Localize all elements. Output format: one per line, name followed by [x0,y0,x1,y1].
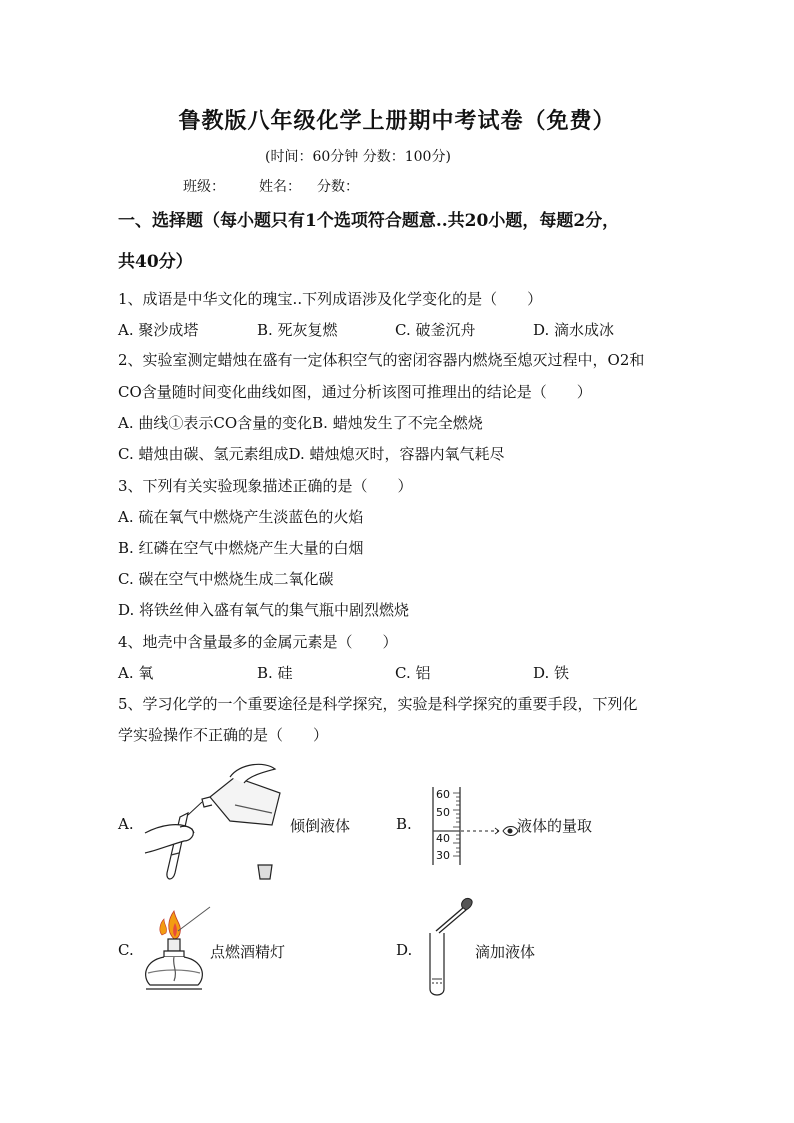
q1-stem: 1、成语是中华文化的瑰宝..下列成语涉及化学变化的是（ ） [118,290,543,308]
q3-stem: 3、下列有关实验现象描述正确的是（ ） [118,477,413,495]
q3-option-b: B. 红磷在空气中燃烧产生大量的白烟 [118,539,364,557]
pouring-liquid-illustration [140,755,290,885]
fig-b-caption: 液体的量取 [517,817,593,835]
tick-50: 50 [436,806,450,819]
fig-c-letter: C. [118,941,134,959]
eye-icon [503,827,518,836]
tick-30: 30 [436,849,450,862]
q2-options-cd: C. 蜡烛由碳、氢元素组成D. 蜡烛熄灭时，容器内氧气耗尽 [118,445,505,463]
fig-a-caption: 倾倒液体 [290,817,351,835]
q4-option-d: D. 铁 [533,664,570,682]
score-label: 分数： [317,179,359,195]
exam-time-score: (时间：60分钟 分数：100分) [265,149,451,165]
q5-stem-line2: 学实验操作不正确的是（ ） [118,726,329,744]
q4-option-a: A. 氧 [118,664,154,682]
q3-option-d: D. 将铁丝伸入盛有氧气的集气瓶中剧烈燃烧 [118,601,410,619]
alcohol-lamp-illustration [138,905,213,1000]
q4-option-c: C. 铝 [395,664,431,682]
dropper-illustration [420,895,475,1000]
section-heading-line2: 共40分） [118,252,193,272]
fig-d-letter: D. [396,941,413,959]
q1-option-c: C. 破釜沉舟 [395,321,476,339]
q4-option-b: B. 硅 [257,664,293,682]
section-heading-line1: 一、选择题（每小题只有1个选项符合题意..共20小题，每题2分， [118,211,620,231]
q1-option-d: D. 滴水成冰 [533,321,615,339]
class-label: 班级： [183,179,225,195]
q1-option-b: B. 死灰复燃 [257,321,338,339]
fig-d-caption: 滴加液体 [475,943,536,961]
graduated-cylinder-illustration [425,785,520,867]
q5-stem-line1: 5、学习化学的一个重要途径是科学探究，实验是科学探究的重要手段，下列化 [118,695,638,713]
q1-option-a: A. 聚沙成塔 [118,321,199,339]
q2-stem-line2: CO含量随时间变化曲线如图，通过分析该图可推理出的结论是（ ） [118,383,592,401]
fig-a-letter: A. [118,815,134,833]
fig-b-letter: B. [396,815,412,833]
dropper-bulb [462,898,472,910]
tick-60: 60 [436,788,450,801]
fig-c-caption: 点燃酒精灯 [210,943,286,961]
q3-option-c: C. 碳在空气中燃烧生成二氧化碳 [118,570,334,588]
q3-option-a: A. 硫在氧气中燃烧产生淡蓝色的火焰 [118,508,364,526]
q2-options-ab: A. 曲线①表示CO含量的变化B. 蜡烛发生了不完全燃烧 [118,414,483,432]
q4-stem: 4、地壳中含量最多的金属元素是（ ） [118,633,398,651]
tick-40: 40 [436,832,450,845]
exam-title: 鲁教版八年级化学上册期中考试卷（免费） [178,108,616,134]
name-label: 姓名： [259,179,301,195]
student-info-line [183,176,393,196]
q2-stem-line1: 2、实验室测定蜡烛在盛有一定体积空气的密闭容器内燃烧至熄灭过程中，O2和 [118,351,645,369]
